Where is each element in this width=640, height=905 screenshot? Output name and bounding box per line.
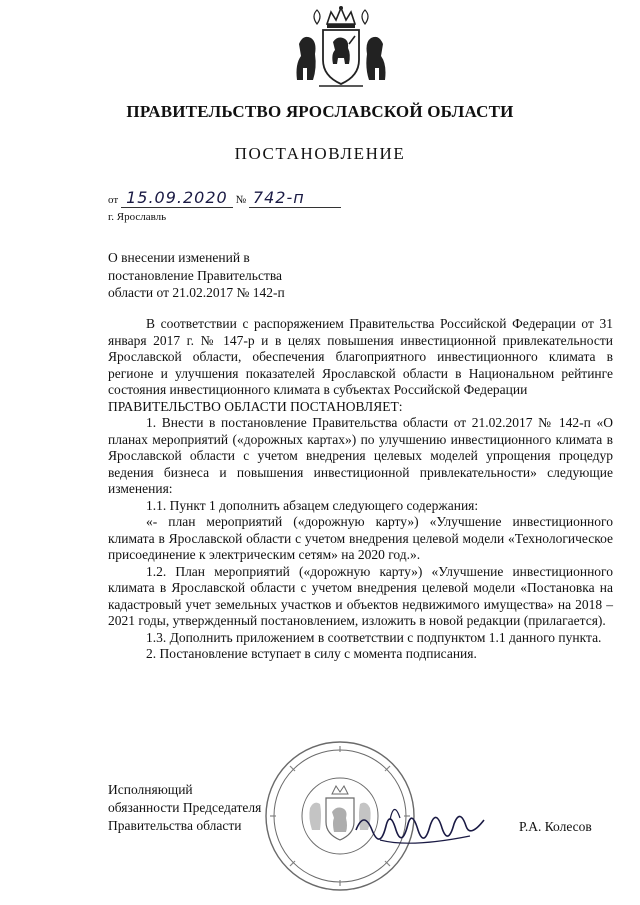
signatory-line: Правительства области xyxy=(108,818,242,833)
preamble-paragraph: В соответствии с распоряжением Правительства Российской Федерации от 31 января 2017 г. № 147-р и в целях повышения инвестиционной привлекательности Ярославской области, обеспечения благоприятного инвестиционного климата в регионе и улучшения показателей Ярославской области в Национальном рейтинге состояния инвестиционного климата в субъектах Российской Федерации xyxy=(108,316,613,397)
signatory-name: Р.А. Колесов xyxy=(519,819,592,834)
signatory-line: Исполняющий xyxy=(108,782,193,797)
clause-1: 1. Внести в постановление Правительства области от 21.02.2017 № 142-п «О планах мероприятий («дорожных картах») по улучшению инвестиционного климата в Ярославской области с учетом внедрения целевых моделей упрощения процедур ведения бизнеса и повышения инвестиционной привлекательности» следующие изменения: xyxy=(108,415,613,496)
subject-block xyxy=(108,249,285,302)
clause-1-2: 1.2. План мероприятий («дорожную карту») «Улучшение инвестиционного климата в Ярославской области с учетом внедрения целевой модели «Постановка на кадастровый учет земельных участков и объектов недвижимого имущества» на 2018 – 2021 годы, утвержденный постановлением, изложить в новой редакции (прилагается). xyxy=(108,563,613,628)
coat-of-arms-icon xyxy=(293,4,389,92)
resolution-heading: ПРАВИТЕЛЬСТВО ОБЛАСТИ ПОСТАНОВЛЯЕТ: xyxy=(108,398,403,414)
signatory-title xyxy=(108,781,261,835)
subject-line: О внесении изменений в xyxy=(108,250,250,265)
subject-line: постановление Правительства xyxy=(108,267,283,283)
document-body xyxy=(108,316,613,663)
clause-1-1: 1.1. Пункт 1 дополнить абзацем следующего содержания: xyxy=(146,497,479,513)
document-type: ПОСТАНОВЛЕНИЕ xyxy=(234,144,406,163)
date-prefix: от xyxy=(108,194,119,206)
document-date: 15.09.2020 xyxy=(121,189,233,208)
handwritten-signature-icon xyxy=(350,790,490,860)
subject-line: области от 21.02.2017 № 142-п xyxy=(108,285,285,300)
clause-1-3: 1.3. Дополнить приложением в соответствии с подпунктом 1.1 данного пункта. xyxy=(146,629,602,645)
city: г. Ярославль xyxy=(108,211,167,223)
date-number-line xyxy=(108,189,341,208)
number-prefix: № xyxy=(235,194,247,206)
document-number: 742-п xyxy=(249,189,341,208)
signatory-line: обязанности Председателя xyxy=(108,800,262,815)
clause-1-1-text: «- план мероприятий («дорожную карту») «Улучшение инвестиционного климата в Ярославской области с учетом внедрения целевой модели «Технологическое присоединение к электрическим сетям» на 2020 год.». xyxy=(108,514,613,562)
government-title: ПРАВИТЕЛЬСТВО ЯРОСЛАВСКОЙ ОБЛАСТИ xyxy=(126,102,514,121)
clause-2: 2. Постановление вступает в силу с момента подписания. xyxy=(146,646,477,661)
